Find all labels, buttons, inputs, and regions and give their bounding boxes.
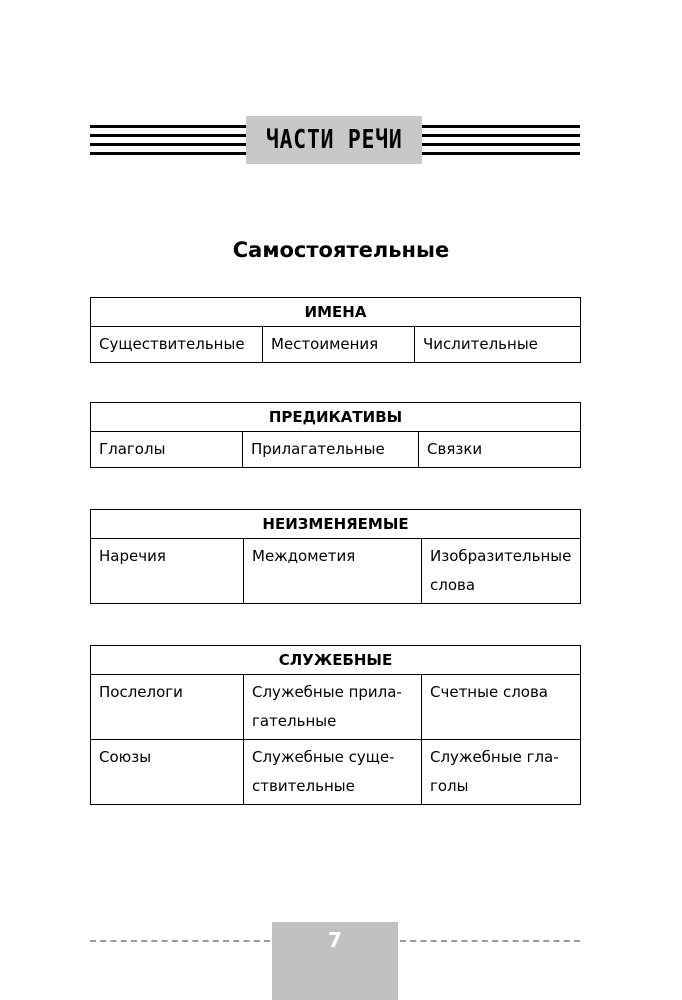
header-stripes-left [90, 125, 248, 155]
table-cell: Прилагательные [243, 432, 419, 468]
table-row [91, 432, 581, 468]
table-invariables [90, 509, 581, 604]
table-heading: СЛУЖЕБНЫЕ [91, 646, 581, 675]
table-row [91, 740, 581, 805]
header-stripes-right [420, 125, 580, 155]
table-cell: Счетные слова [422, 675, 581, 740]
table-cell: Числительные [415, 327, 581, 363]
table-cell: Изобразительные слова [422, 539, 581, 604]
table-heading: НЕИЗМЕНЯЕМЫЕ [91, 510, 581, 539]
chapter-title-box [246, 116, 422, 164]
table-names [90, 297, 581, 363]
table-cell: Существительные [91, 327, 263, 363]
footer-divider-right [400, 940, 580, 942]
table-heading: ИМЕНА [91, 298, 581, 327]
section-title: Самостоятельные [232, 238, 450, 262]
page-number: 7 [328, 928, 342, 952]
table-cell: Послелоги [91, 675, 244, 740]
table-function-words [90, 645, 581, 805]
table-cell: Служебные прила-гательные [244, 675, 422, 740]
table-row [91, 327, 581, 363]
table-cell: Местоимения [263, 327, 415, 363]
table-cell: Служебные суще-ствительные [244, 740, 422, 805]
table-heading: ПРЕДИКАТИВЫ [91, 403, 581, 432]
table-cell: Междометия [244, 539, 422, 604]
chapter-title: ЧАСТИ РЕЧИ [265, 125, 403, 155]
table-cell: Глаголы [91, 432, 243, 468]
table-cell: Связки [419, 432, 581, 468]
table-row [91, 675, 581, 740]
table-row [91, 539, 581, 604]
table-cell: Союзы [91, 740, 244, 805]
page-number-box [272, 922, 398, 1000]
footer-divider-left [90, 940, 270, 942]
table-cell: Наречия [91, 539, 244, 604]
table-cell: Служебные гла-голы [422, 740, 581, 805]
table-predicatives [90, 402, 581, 468]
